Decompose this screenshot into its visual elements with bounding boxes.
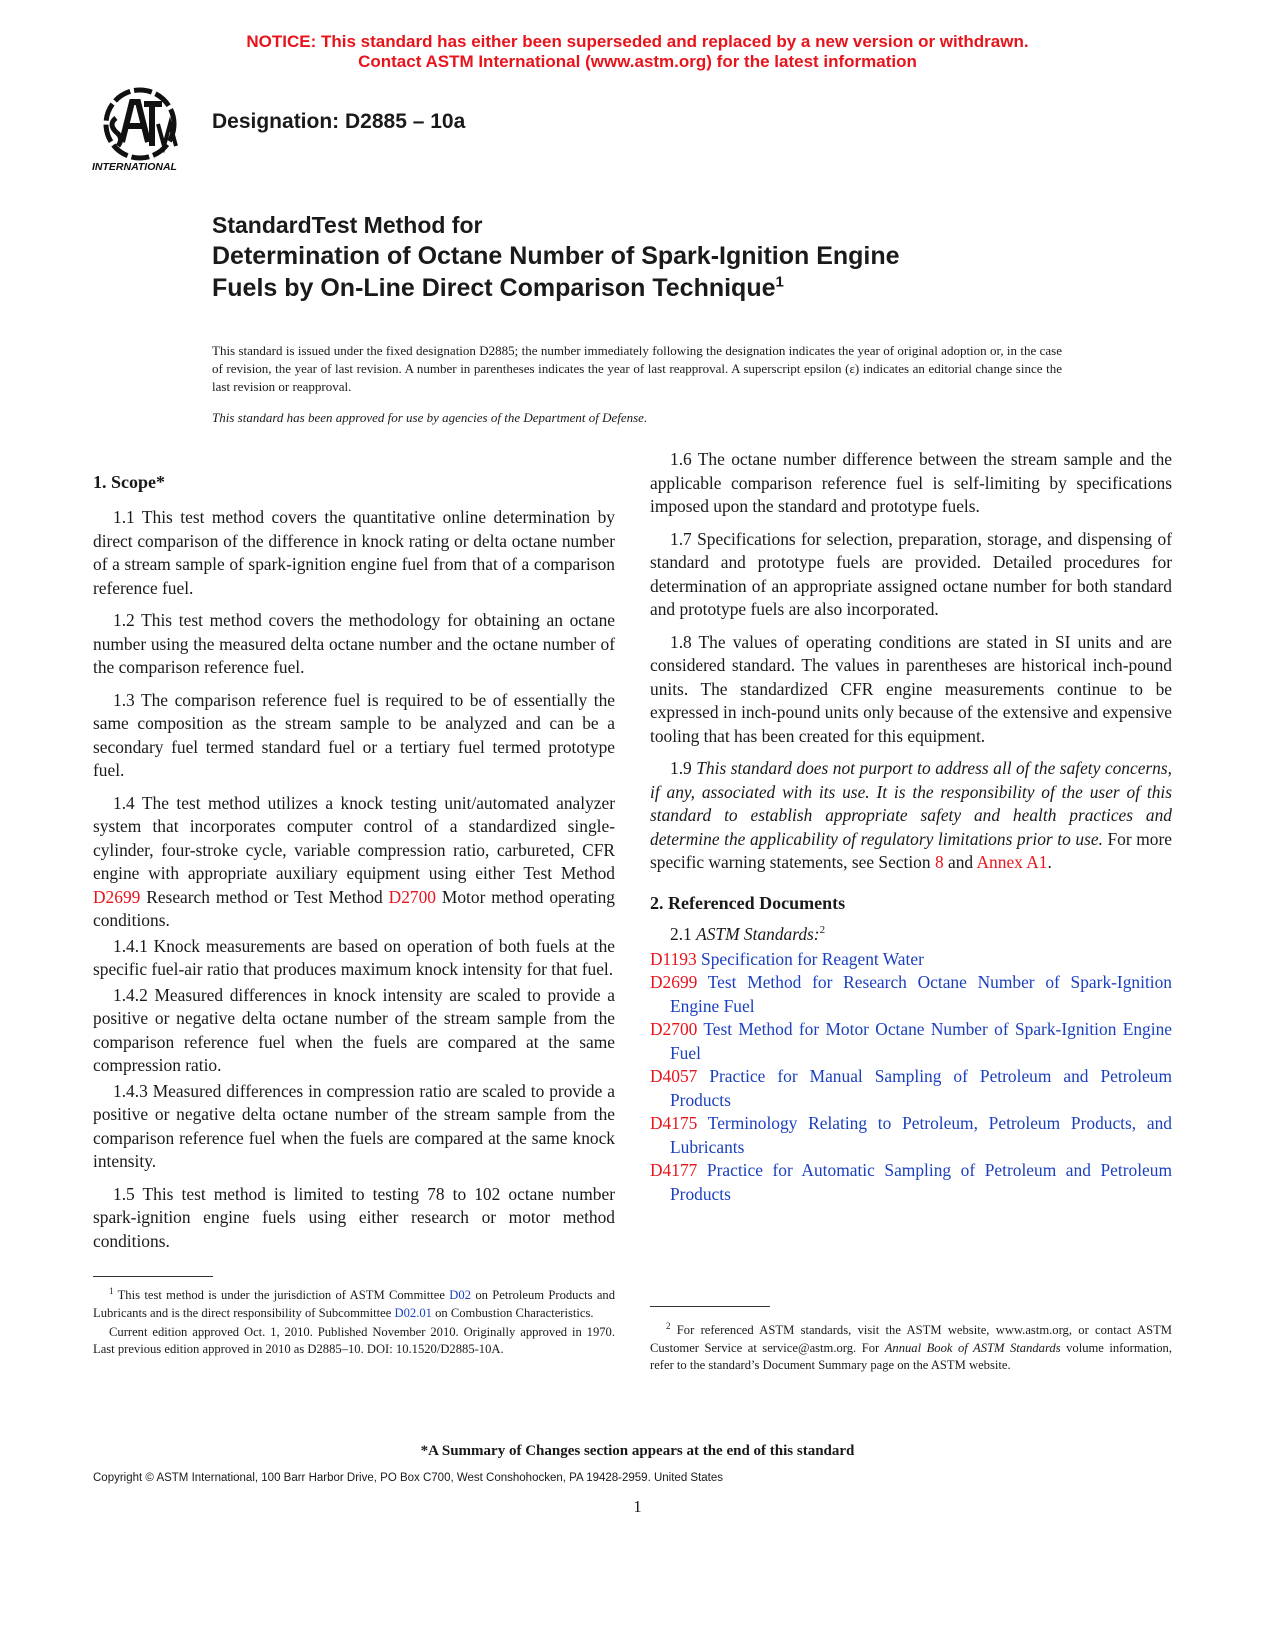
link-d2700[interactable]: D2700	[388, 886, 436, 907]
title-line-3-text: Fuels by On-Line Direct Comparison Technique	[212, 274, 776, 302]
footnote-1-mark: 1	[109, 1286, 114, 1296]
ref-title[interactable]: Terminology Relating to Petroleum, Petroleum Products, and Lubricants	[670, 1113, 1172, 1157]
withdrawn-notice	[0, 32, 1275, 72]
para-1-9	[650, 757, 1172, 875]
link-section-8[interactable]: 8	[934, 852, 944, 872]
para-1-8: 1.8 The values of operating conditions are stated in SI units and are considered standard. The values in parentheses are historical inch-pound units. The standardized CFR engine measurements continue to be expressed in inch-pound units only because of the extensive and expensive tooling that has been created for this equipment.	[650, 631, 1172, 746]
ref-code[interactable]: D4177	[650, 1160, 698, 1181]
para-1-1: 1.1 This test method covers the quantitative online determination by direct comparison of the difference in knock rating or delta octane number of a stream sample of spark-ignition engine fuel from that of a comparison reference fuel.	[93, 507, 615, 598]
refdocs-footnote-mark: 2	[819, 923, 826, 936]
para-1-9-text-c: and	[943, 852, 977, 872]
para-1-6: 1.6 The octane number difference between the stream sample and the applicable comparison reference fuel is self-limiting by specifications imposed upon the standard and prototype fuels.	[650, 449, 1172, 516]
para-1-4-3: 1.4.3 Measured differences in compression ratio are scaled to provide a positive or negative delta octane number of the stream sample from the comparison reference fuel when the fuels are compared at the same knock intensity.	[93, 1080, 615, 1171]
referenced-documents-list	[650, 948, 1172, 1207]
footnote-divider-left	[93, 1276, 213, 1277]
document-title	[212, 210, 1112, 304]
link-d2699[interactable]: D2699	[93, 886, 141, 907]
link-annex-a1[interactable]: Annex A1	[976, 852, 1048, 872]
astm-logo	[92, 84, 192, 176]
footnote-1-text-b: on Petroleum Products and Lubricants and is the direct responsibility of Subcommittee	[93, 1288, 615, 1320]
link-d02-01[interactable]: D02.01	[394, 1305, 432, 1320]
title-line-3	[212, 272, 1112, 304]
title-line-2: Determination of Octane Number of Spark-Ignition Engine	[212, 242, 900, 270]
para-1-4-1: 1.4.1 Knock measurements are based on operation of both fuels at the specific fuel-air ratio that produces maximum knock intensity for that fuel.	[93, 935, 615, 979]
para-2-1	[650, 919, 1172, 946]
title-footnote-mark: 1	[775, 273, 784, 291]
left-column	[93, 470, 615, 1262]
section-heading-scope: 1. Scope*	[93, 472, 165, 492]
section-heading-referenced-documents: 2. Referenced Documents	[650, 892, 846, 913]
designation: Designation: D2885 – 10a	[212, 110, 466, 133]
list-item[interactable]	[650, 948, 1172, 972]
para-1-7: 1.7 Specifications for selection, preparation, storage, and dispensing of standard and prototype fuels are provided. Detailed procedures for determination of an appropriate assigned octane number for both standard and prototype fuels are also incorporated.	[650, 528, 1172, 619]
para-1-4	[93, 792, 615, 933]
astm-standards-label: ASTM Standards:	[696, 923, 820, 944]
footnote-divider-right	[650, 1306, 770, 1307]
para-1-5: 1.5 This test method is limited to testing 78 to 102 octane number spark-ignition engine fuels using either research or motor method conditions.	[93, 1183, 615, 1251]
footnote-2	[650, 1318, 1172, 1376]
para-1-4-text-b: Research method or Test Method	[140, 886, 389, 907]
para-1-4-text-c: Motor method operating conditions.	[93, 886, 615, 930]
link-d02[interactable]: D02	[449, 1288, 471, 1303]
dod-approval-statement: This standard has been approved for use by agencies of the Department of Defense.	[212, 410, 648, 425]
ref-code[interactable]: D2700	[650, 1019, 698, 1040]
footnote-2-para	[650, 1318, 1172, 1374]
right-column	[650, 448, 1172, 1206]
list-item[interactable]	[650, 1065, 1172, 1112]
page-number: 1	[633, 1497, 642, 1516]
para-1-9-num: 1.9	[670, 758, 697, 778]
footnote-1	[93, 1283, 615, 1361]
para-1-9-text-b: For more specific warning statements, see Section	[650, 828, 1172, 872]
list-item[interactable]	[650, 971, 1172, 1018]
para-2-1-num: 2.1	[670, 923, 697, 944]
ref-code[interactable]: D2699	[650, 972, 698, 993]
notice-line-1: NOTICE: This standard has either been superseded and replaced by a new version or withdrawn.	[246, 32, 1029, 51]
footnote-1-text-a: This test method is under the jurisdiction of ASTM Committee	[113, 1288, 450, 1303]
ref-title[interactable]: Practice for Automatic Sampling of Petroleum and Petroleum Products	[670, 1160, 1172, 1204]
logo-wordmark: INTERNATIONAL	[92, 161, 177, 173]
ref-code[interactable]: D4057	[650, 1066, 698, 1087]
ref-title[interactable]: Test Method for Motor Octane Number of Spark-Ignition Engine Fuel	[670, 1019, 1172, 1063]
para-1-2: 1.2 This test method covers the methodology for obtaining an octane number using the measured delta octane number and the octane number of the comparison reference fuel.	[93, 610, 615, 677]
astm-logo-icon	[92, 84, 192, 176]
list-item[interactable]	[650, 1159, 1172, 1206]
footnote-2-text-a: For referenced ASTM standards, visit the ASTM website, www.astm.org, or contact ASTM Customer Service at service@astm.org. For	[650, 1323, 1172, 1355]
para-1-9-caveat: This standard does not purport to address all of the safety concerns, if any, associated with its use. It is the responsibility of the user of this standard to establish appropriate safety and health practices and determine the applicability of regulatory limitations prior to use.	[650, 758, 1172, 849]
ref-code[interactable]: D1193	[650, 948, 697, 969]
footnote-2-book-title: Annual Book of ASTM Standards	[884, 1340, 1061, 1355]
footnote-1-edition: Current edition approved Oct. 1, 2010. Published November 2010. Originally approved in 1970. Last previous edition approved in 2010 as D2885–10. DOI: 10.1520/D2885-10A.	[93, 1325, 615, 1357]
list-item[interactable]	[650, 1018, 1172, 1065]
list-item[interactable]	[650, 1112, 1172, 1159]
ref-title[interactable]: Specification for Reagent Water	[696, 948, 924, 969]
para-1-4-2: 1.4.2 Measured differences in knock intensity are scaled to provide a positive or negative delta octane number of the stream sample from the comparison reference fuel when the fuels are compared at the same compression ratio.	[93, 984, 615, 1075]
ref-title[interactable]: Practice for Manual Sampling of Petroleum and Petroleum Products	[670, 1066, 1172, 1110]
ref-code[interactable]: D4175	[650, 1113, 698, 1134]
footnote-1-text-c: on Combustion Characteristics.	[431, 1305, 594, 1320]
para-1-3: 1.3 The comparison reference fuel is required to be of essentially the same composition as the stream sample to be analyzed and can be a secondary fuel termed standard fuel or a tertiary fuel termed prototype fuel.	[93, 689, 615, 780]
notice-line-2: Contact ASTM International (www.astm.org) for the latest information	[358, 52, 917, 71]
footnote-2-mark: 2	[666, 1321, 671, 1331]
ref-title[interactable]: Test Method for Research Octane Number of Spark-Ignition Engine Fuel	[670, 972, 1172, 1016]
footnote-1-para	[93, 1283, 615, 1322]
footnote-2-text-b: volume information, refer to the standard’s Document Summary page on the ASTM website.	[650, 1340, 1172, 1372]
issuance-statement: This standard is issued under the fixed designation D2885; the number immediately following the designation indicates the year of original adoption or, in the case of revision, the year of last revision. A number in parentheses indicates the year of last reapproval. A superscript epsilon (ε) indicates an editorial change since the last revision or reapproval.	[212, 343, 1062, 394]
copyright-line: Copyright © ASTM International, 100 Barr Harbor Drive, PO Box C700, West Conshohocken, PA 19428-2959. United States	[93, 1472, 724, 1484]
summary-of-changes-note: *A Summary of Changes section appears at the end of this standard	[420, 1443, 855, 1459]
title-line-1: StandardTest Method for	[212, 212, 483, 238]
para-1-4-text-a: 1.4 The test method utilizes a knock testing unit/automated analyzer system that incorporates computer control of a standardized single-cylinder, four-stroke cycle, variable compression ratio, carbureted, CFR engine with appropriate auxiliary equipment using either Test Method	[93, 792, 615, 883]
para-1-9-text-d: .	[1047, 852, 1052, 872]
